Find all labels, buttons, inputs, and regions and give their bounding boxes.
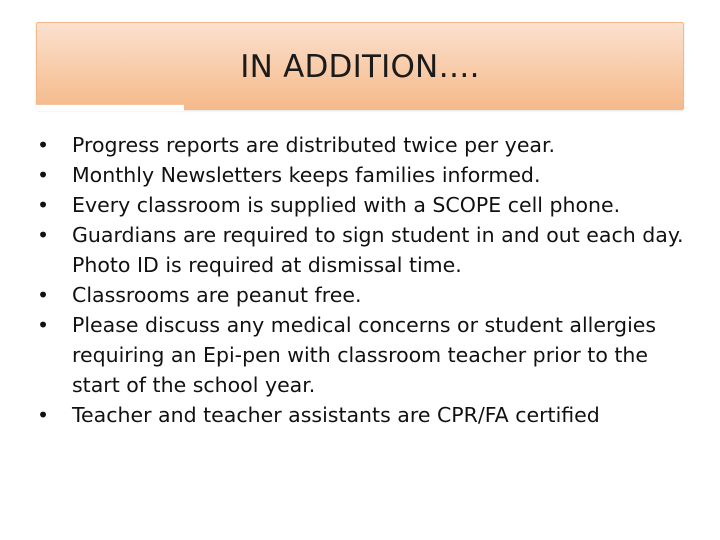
slide-title: IN ADDITION….	[240, 49, 480, 85]
bullet-dot-icon: •	[36, 223, 50, 247]
title-box	[36, 22, 684, 110]
bullet-item	[36, 190, 684, 220]
bullet-list	[36, 130, 684, 430]
bullet-item	[36, 160, 684, 190]
bullet-text: Guardians are required to sign student in and out each day. Photo ID is required at dismissal time.	[72, 223, 684, 277]
bullet-text: Teacher and teacher assistants are CPR/FA certified	[72, 403, 600, 427]
bullet-dot-icon: •	[36, 133, 50, 157]
bullet-item	[36, 130, 684, 160]
bullet-dot-icon: •	[36, 193, 50, 217]
bullet-dot-icon: •	[36, 403, 50, 427]
bullet-item	[36, 220, 684, 280]
bullet-dot-icon: •	[36, 283, 50, 307]
bullet-item	[36, 280, 684, 310]
bullet-item	[36, 310, 684, 400]
bullet-item	[36, 400, 684, 430]
bullet-dot-icon: •	[36, 163, 50, 187]
title-decorative-line	[36, 104, 184, 111]
bullet-text: Classrooms are peanut free.	[72, 283, 362, 307]
bullet-text: Every classroom is supplied with a SCOPE cell phone.	[72, 193, 621, 217]
bullet-text: Monthly Newsletters keeps families informed.	[72, 163, 541, 187]
bullet-dot-icon: •	[36, 313, 50, 337]
bullet-text: Progress reports are distributed twice per year.	[72, 133, 556, 157]
bullet-text: Please discuss any medical concerns or student allergies requiring an Epi-pen with classroom teacher prior to the start of the school year.	[72, 313, 657, 397]
